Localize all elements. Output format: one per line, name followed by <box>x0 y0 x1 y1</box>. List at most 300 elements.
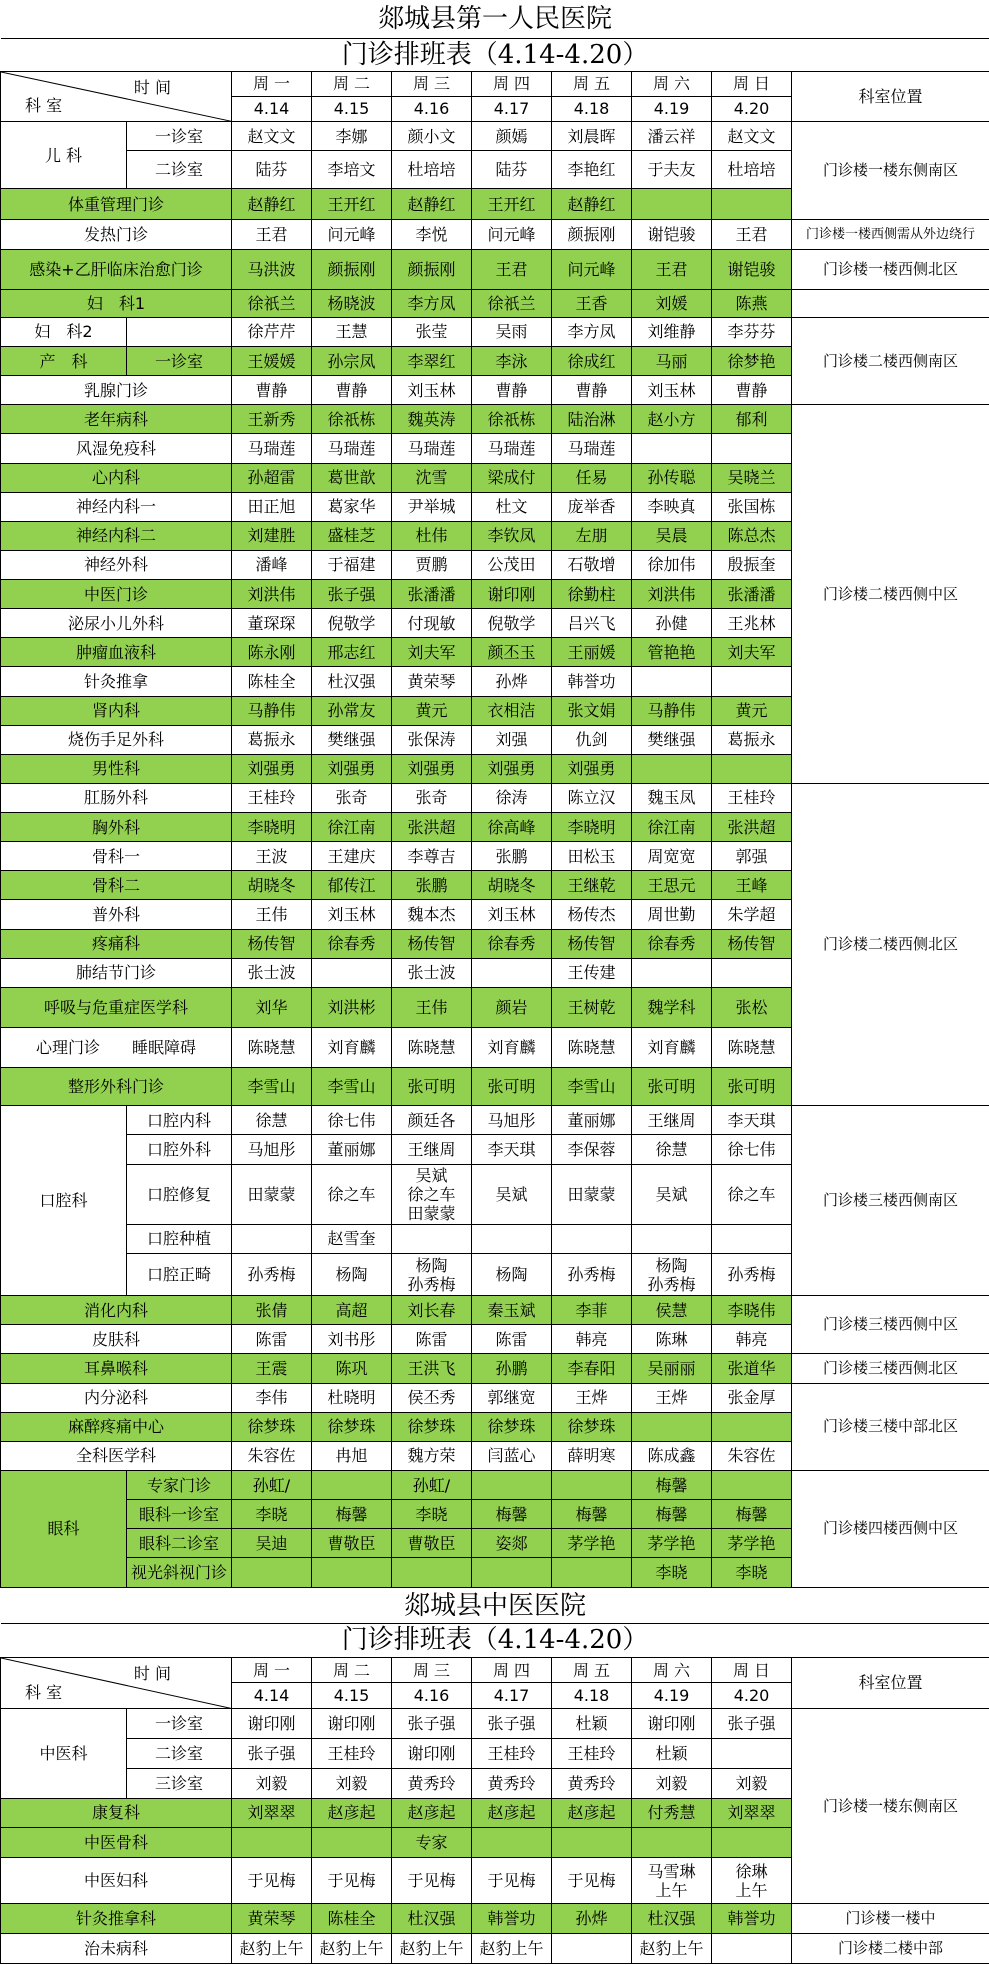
doctor-cell: 刘翠翠 <box>232 1798 312 1828</box>
doctor-cell: 杜颖 <box>632 1738 712 1768</box>
doctor-cell: 王兆林 <box>712 609 792 638</box>
room-cell: 二诊室 <box>127 1738 232 1768</box>
day-header: 周 六 <box>632 71 712 96</box>
doctor-cell: 陈巩 <box>312 1354 392 1383</box>
doctor-cell: 王传建 <box>552 958 632 987</box>
doctor-cell: 王烨 <box>552 1383 632 1412</box>
doctor-cell: 于见梅 <box>232 1858 312 1904</box>
doctor-cell: 徐江南 <box>632 813 712 842</box>
doctor-cell: 杜文 <box>472 492 552 521</box>
table-row <box>1 249 989 289</box>
doctor-cell <box>232 1224 312 1253</box>
doctor-cell: 曹静 <box>312 376 392 405</box>
doctor-cell: 刘书彤 <box>312 1325 392 1354</box>
doctor-cell: 陈桂全 <box>312 1904 392 1934</box>
doctor-cell: 马雪琳 上午 <box>632 1858 712 1904</box>
doctor-cell: 尹举城 <box>392 492 472 521</box>
doctor-cell: 徐慧 <box>232 1106 312 1135</box>
header-diagonal <box>1 71 232 121</box>
date-header: 4.15 <box>312 96 392 121</box>
doctor-cell: 张奇 <box>312 783 392 812</box>
doctor-cell: 梅馨 <box>552 1500 632 1529</box>
doctor-cell: 于见梅 <box>472 1858 552 1904</box>
day-header: 周 二 <box>312 1657 392 1683</box>
doctor-cell: 陈晓慧 <box>232 1027 312 1067</box>
doctor-cell <box>712 1470 792 1499</box>
doctor-cell: 衣相洁 <box>472 696 552 725</box>
doctor-cell <box>392 1558 472 1588</box>
doctor-cell: 刘强勇 <box>232 754 312 783</box>
doctor-cell: 吴丽丽 <box>632 1354 712 1383</box>
doctor-cell: 王震 <box>232 1354 312 1383</box>
dept-cell: 男性科 <box>1 754 232 783</box>
doctor-cell: 陈燕 <box>712 289 792 317</box>
time-label: 时 间 <box>133 1663 171 1683</box>
doctor-cell: 张士波 <box>392 958 472 987</box>
doctor-cell: 王伟 <box>392 987 472 1027</box>
doctor-cell: 问元峰 <box>312 220 392 249</box>
doctor-cell: 黄元 <box>392 696 472 725</box>
doctor-cell: 盛桂芝 <box>312 521 392 550</box>
dept-label: 科 室 <box>25 96 63 116</box>
doctor-cell: 高超 <box>312 1296 392 1325</box>
doctor-cell: 孙秀梅 <box>232 1254 312 1296</box>
doctor-cell <box>712 434 792 463</box>
doctor-cell: 徐高峰 <box>472 813 552 842</box>
doctor-cell: 倪敬学 <box>472 609 552 638</box>
doctor-cell: 田蒙蒙 <box>232 1164 312 1224</box>
doctor-cell: 王慧 <box>312 317 392 346</box>
doctor-cell: 李春阳 <box>552 1354 632 1383</box>
doctor-cell: 李艳红 <box>552 151 632 189</box>
doctor-cell: 谢印刚 <box>232 1709 312 1739</box>
doctor-cell: 张保涛 <box>392 725 472 754</box>
doctor-cell: 黄秀玲 <box>552 1768 632 1798</box>
doctor-cell: 徐祇栋 <box>472 405 552 434</box>
dept-cell: 肿瘤血液科 <box>1 638 232 667</box>
doctor-cell: 马丽 <box>632 347 712 376</box>
doctor-cell: 于见梅 <box>552 1858 632 1904</box>
doctor-cell <box>712 189 792 220</box>
doctor-cell: 石敬增 <box>552 550 632 579</box>
doctor-cell: 马旭彤 <box>232 1135 312 1164</box>
doctor-cell: 张洪超 <box>712 813 792 842</box>
doctor-cell: 曹静 <box>232 376 312 405</box>
doctor-cell <box>712 1224 792 1253</box>
doctor-cell: 张子强 <box>712 1709 792 1739</box>
room-cell: 口腔修复 <box>127 1164 232 1224</box>
doctor-cell: 谢印刚 <box>392 1738 472 1768</box>
doctor-cell: 刘翠翠 <box>712 1798 792 1828</box>
dept-cell: 中医骨科 <box>1 1828 232 1858</box>
doctor-cell: 徐慧 <box>632 1135 712 1164</box>
doctor-cell: 张子强 <box>392 1709 472 1739</box>
doctor-cell: 张可明 <box>712 1068 792 1106</box>
doctor-cell: 谢印刚 <box>632 1709 712 1739</box>
doctor-cell: 李娜 <box>312 122 392 151</box>
table-row <box>1 122 989 151</box>
doctor-cell: 公茂田 <box>472 550 552 579</box>
doctor-cell: 胡晓冬 <box>232 871 312 900</box>
dept-cell: 麻醉疼痛中心 <box>1 1412 232 1441</box>
doctor-cell: 马洪波 <box>232 249 312 289</box>
doctor-cell: 杨传杰 <box>552 900 632 929</box>
room-cell: 专家门诊 <box>127 1470 232 1499</box>
doctor-cell: 潘云祥 <box>632 122 712 151</box>
doctor-cell: 颜丕玉 <box>472 638 552 667</box>
dept-cell: 心理门诊 睡眠障碍 <box>1 1027 232 1067</box>
doctor-cell: 问元峰 <box>472 220 552 249</box>
location-cell <box>792 289 989 317</box>
doctor-cell: 王桂玲 <box>472 1738 552 1768</box>
doctor-cell: 殷振奎 <box>712 550 792 579</box>
doctor-cell: 庞举香 <box>552 492 632 521</box>
table-row <box>1 405 989 434</box>
doctor-cell <box>232 1558 312 1588</box>
doctor-cell: 陆芬 <box>472 151 552 189</box>
doctor-cell: 李晓 <box>632 1558 712 1588</box>
doctor-cell: 杨传智 <box>232 929 312 958</box>
doctor-cell: 李晓伟 <box>712 1296 792 1325</box>
doctor-cell: 陈永刚 <box>232 638 312 667</box>
dept-cell: 妇 科1 <box>1 289 232 317</box>
doctor-cell: 梅馨 <box>472 1500 552 1529</box>
doctor-cell: 于见梅 <box>392 1858 472 1904</box>
doctor-cell: 陆芬 <box>232 151 312 189</box>
date-header: 4.20 <box>712 1683 792 1709</box>
doctor-cell: 刘晨晖 <box>552 122 632 151</box>
doctor-cell: 李雪山 <box>232 1068 312 1106</box>
doctor-cell: 董丽娜 <box>312 1135 392 1164</box>
doctor-cell <box>632 189 712 220</box>
doctor-cell: 付秀慧 <box>632 1798 712 1828</box>
doctor-cell: 王峰 <box>712 871 792 900</box>
doctor-cell: 马瑞莲 <box>392 434 472 463</box>
doctor-cell: 樊继强 <box>632 725 712 754</box>
doctor-cell: 张莹 <box>392 317 472 346</box>
doctor-cell <box>392 1224 472 1253</box>
doctor-cell: 孙传聪 <box>632 463 712 492</box>
doctor-cell: 曹敬臣 <box>392 1529 472 1558</box>
doctor-cell: 王丽媛 <box>552 638 632 667</box>
date-header: 4.15 <box>312 1683 392 1709</box>
doctor-cell: 刘洪伟 <box>232 580 312 609</box>
doctor-cell: 管艳艳 <box>632 638 712 667</box>
dept-cell: 发热门诊 <box>1 220 232 249</box>
doctor-cell: 杜颖 <box>552 1709 632 1739</box>
doctor-cell: 刘强勇 <box>392 754 472 783</box>
doctor-cell: 颜小文 <box>392 122 472 151</box>
table-row <box>1 220 989 249</box>
doctor-cell: 秦玉斌 <box>472 1296 552 1325</box>
doctor-cell: 徐涛 <box>472 783 552 812</box>
doctor-cell: 陈雷 <box>232 1325 312 1354</box>
doctor-cell: 刘强 <box>472 725 552 754</box>
doctor-cell: 郭强 <box>712 842 792 871</box>
doctor-cell: 赵静红 <box>392 189 472 220</box>
doctor-cell: 黄荣琴 <box>392 667 472 696</box>
doctor-cell: 黄荣琴 <box>232 1904 312 1934</box>
dept-cell: 呼吸与危重症医学科 <box>1 987 232 1027</box>
doctor-cell: 王新秀 <box>232 405 312 434</box>
doctor-cell: 张子强 <box>232 1738 312 1768</box>
room-cell: 口腔内科 <box>127 1106 232 1135</box>
room-cell: 口腔外科 <box>127 1135 232 1164</box>
doctor-cell: 王建庆 <box>312 842 392 871</box>
dept-cell: 肾内科 <box>1 696 232 725</box>
doctor-cell: 徐梦珠 <box>392 1412 472 1441</box>
doctor-cell: 刘华 <box>232 987 312 1027</box>
doctor-cell <box>312 1470 392 1499</box>
doctor-cell: 马静伟 <box>232 696 312 725</box>
doctor-cell: 张国栋 <box>712 492 792 521</box>
doctor-cell: 刘建胜 <box>232 521 312 550</box>
table-row <box>1 1934 989 1964</box>
doctor-cell: 杜汉强 <box>392 1904 472 1934</box>
doctor-cell <box>552 1470 632 1499</box>
header-diagonal <box>1 1657 232 1708</box>
doctor-cell: 侯丕秀 <box>392 1383 472 1412</box>
doctor-cell: 徐成红 <box>552 347 632 376</box>
dept-cell: 中医门诊 <box>1 580 232 609</box>
doctor-cell: 于夫友 <box>632 151 712 189</box>
doctor-cell: 徐勤柱 <box>552 580 632 609</box>
location-cell: 门诊楼四楼西侧中区 <box>792 1470 989 1587</box>
doctor-cell: 李晓 <box>712 1558 792 1588</box>
doctor-cell: 倪敬学 <box>312 609 392 638</box>
doctor-cell: 吕兴飞 <box>552 609 632 638</box>
doctor-cell: 王桂玲 <box>312 1738 392 1768</box>
doctor-cell: 张子强 <box>472 1709 552 1739</box>
doctor-cell: 李伟 <box>232 1383 312 1412</box>
doctor-cell: 刘玉林 <box>312 900 392 929</box>
doctor-cell: 田蒙蒙 <box>552 1164 632 1224</box>
doctor-cell: 徐琳 上午 <box>712 1858 792 1904</box>
doctor-cell: 朱容佐 <box>232 1441 312 1470</box>
doctor-cell: 王洪飞 <box>392 1354 472 1383</box>
doctor-cell: 陈晓慧 <box>712 1027 792 1067</box>
location-header: 科室位置 <box>792 71 989 121</box>
doctor-cell: 徐春秀 <box>632 929 712 958</box>
dept-cell: 中医妇科 <box>1 1858 232 1904</box>
day-header: 周 三 <box>392 1657 472 1683</box>
location-cell: 门诊楼三楼西侧南区 <box>792 1106 989 1296</box>
dept-label: 科 室 <box>25 1683 63 1703</box>
doctor-cell: 杜汉强 <box>632 1904 712 1934</box>
doctor-cell: 刘毅 <box>312 1768 392 1798</box>
doctor-cell <box>712 958 792 987</box>
table-row <box>1 1296 989 1325</box>
doctor-cell: 郁利 <box>712 405 792 434</box>
doctor-cell: 颜振刚 <box>552 220 632 249</box>
doctor-cell: 孙烨 <box>552 1904 632 1934</box>
doctor-cell: 马瑞莲 <box>472 434 552 463</box>
doctor-cell <box>312 1828 392 1858</box>
doctor-cell: 薛明寒 <box>552 1441 632 1470</box>
doctor-cell: 朱学超 <box>712 900 792 929</box>
dept-cell: 口腔科 <box>1 1106 127 1296</box>
doctor-cell: 陈晓慧 <box>552 1027 632 1067</box>
doctor-cell: 魏本杰 <box>392 900 472 929</box>
doctor-cell <box>712 1412 792 1441</box>
doctor-cell: 杨传智 <box>392 929 472 958</box>
doctor-cell: 张洪超 <box>392 813 472 842</box>
day-header: 周 二 <box>312 71 392 96</box>
doctor-cell <box>632 958 712 987</box>
doctor-cell: 刘强勇 <box>312 754 392 783</box>
doctor-cell: 杨陶 <box>312 1254 392 1296</box>
doctor-cell: 谢印刚 <box>472 580 552 609</box>
doctor-cell: 王继乾 <box>552 871 632 900</box>
doctor-cell: 颜振刚 <box>392 249 472 289</box>
dept-cell: 疼痛科 <box>1 929 232 958</box>
doctor-cell: 王君 <box>712 220 792 249</box>
dept-cell: 乳腺门诊 <box>1 376 232 405</box>
doctor-cell: 赵豹上午 <box>312 1934 392 1964</box>
date-header: 4.14 <box>232 1683 312 1709</box>
dept-cell: 老年病科 <box>1 405 232 434</box>
doctor-cell: 赵豹上午 <box>632 1934 712 1964</box>
dept-cell: 全科医学科 <box>1 1441 232 1470</box>
doctor-cell: 李芬芬 <box>712 317 792 346</box>
doctor-cell <box>632 667 712 696</box>
doctor-cell: 徐之车 <box>712 1164 792 1224</box>
doctor-cell: 徐芹芹 <box>232 317 312 346</box>
doctor-cell: 魏方荣 <box>392 1441 472 1470</box>
doctor-cell: 陈琳 <box>632 1325 712 1354</box>
doctor-cell: 葛振永 <box>232 725 312 754</box>
day-header: 周 一 <box>232 71 312 96</box>
doctor-cell: 李雪山 <box>312 1068 392 1106</box>
doctor-cell: 马瑞莲 <box>312 434 392 463</box>
date-header: 4.14 <box>232 96 312 121</box>
doctor-cell: 赵静红 <box>232 189 312 220</box>
doctor-cell: 颜岩 <box>472 987 552 1027</box>
doctor-cell: 梁成付 <box>472 463 552 492</box>
doctor-cell <box>632 1828 712 1858</box>
doctor-cell: 李天琪 <box>712 1106 792 1135</box>
doctor-cell: 徐加伟 <box>632 550 712 579</box>
doctor-cell: 任易 <box>552 463 632 492</box>
doctor-cell: 姿郯 <box>472 1529 552 1558</box>
doctor-cell: 刘育麟 <box>312 1027 392 1067</box>
time-label: 时 间 <box>133 77 171 97</box>
room-cell: 三诊室 <box>127 1768 232 1798</box>
doctor-cell: 赵豹上午 <box>472 1934 552 1964</box>
doctor-cell: 张金厚 <box>712 1383 792 1412</box>
date-header: 4.16 <box>392 1683 472 1709</box>
doctor-cell: 李天琪 <box>472 1135 552 1164</box>
doctor-cell: 王思元 <box>632 871 712 900</box>
location-cell: 门诊楼二楼西侧南区 <box>792 317 989 404</box>
doctor-cell: 韩亮 <box>712 1325 792 1354</box>
day-header: 周 日 <box>712 71 792 96</box>
doctor-cell: 刘玉林 <box>472 900 552 929</box>
dept-cell: 针灸推拿 <box>1 667 232 696</box>
doctor-cell: 王桂玲 <box>712 783 792 812</box>
doctor-cell: 李映真 <box>632 492 712 521</box>
doctor-cell: 潘峰 <box>232 550 312 579</box>
room-cell: 一诊室 <box>127 347 232 376</box>
doctor-cell: 问元峰 <box>552 249 632 289</box>
doctor-cell: 赵文文 <box>712 122 792 151</box>
doctor-cell: 王继周 <box>392 1135 472 1164</box>
doctor-cell: 韩誉功 <box>712 1904 792 1934</box>
doctor-cell: 刘育麟 <box>632 1027 712 1067</box>
dept-cell: 康复科 <box>1 1798 232 1828</box>
date-header: 4.18 <box>552 1683 632 1709</box>
doctor-cell: 周世勤 <box>632 900 712 929</box>
dept-cell: 神经外科 <box>1 550 232 579</box>
location-cell: 门诊楼一楼西侧北区 <box>792 249 989 289</box>
doctor-cell: 张潘潘 <box>392 580 472 609</box>
doctor-cell: 王媛媛 <box>232 347 312 376</box>
table-row <box>1 1904 989 1934</box>
doctor-cell: 刘媛 <box>632 289 712 317</box>
room-cell: 口腔种植 <box>127 1224 232 1253</box>
doctor-cell: 张松 <box>712 987 792 1027</box>
doctor-cell <box>472 1224 552 1253</box>
dept-cell: 风湿免疫科 <box>1 434 232 463</box>
doctor-cell: 吴晓兰 <box>712 463 792 492</box>
doctor-cell: 赵彦起 <box>552 1798 632 1828</box>
doctor-cell: 王波 <box>232 842 312 871</box>
dept-cell: 肛肠外科 <box>1 783 232 812</box>
date-header: 4.20 <box>712 96 792 121</box>
doctor-cell: 刘夫军 <box>392 638 472 667</box>
doctor-cell: 葛世歆 <box>312 463 392 492</box>
table-row <box>1 1470 989 1499</box>
room-cell: 眼科一诊室 <box>127 1500 232 1529</box>
doctor-cell: 马静伟 <box>632 696 712 725</box>
doctor-cell: 李晓 <box>232 1500 312 1529</box>
doctor-cell: 张可明 <box>472 1068 552 1106</box>
doctor-cell: 刘玉林 <box>632 376 712 405</box>
doctor-cell: 黄秀玲 <box>472 1768 552 1798</box>
doctor-cell: 刘强勇 <box>552 754 632 783</box>
day-header: 周 四 <box>472 1657 552 1683</box>
location-cell: 门诊楼一楼中 <box>792 1904 989 1934</box>
location-cell: 门诊楼三楼中部北区 <box>792 1383 989 1470</box>
doctor-cell: 孙烨 <box>472 667 552 696</box>
dept-cell: 消化内科 <box>1 1296 232 1325</box>
doctor-cell: 陈桂全 <box>232 667 312 696</box>
location-cell: 门诊楼三楼西侧中区 <box>792 1296 989 1354</box>
doctor-cell: 吴晨 <box>632 521 712 550</box>
doctor-cell: 徐梦艳 <box>712 347 792 376</box>
doctor-cell: 梅馨 <box>632 1470 712 1499</box>
doctor-cell: 陈总杰 <box>712 521 792 550</box>
doctor-cell <box>472 958 552 987</box>
room-cell: 眼科二诊室 <box>127 1529 232 1558</box>
doctor-cell: 刘毅 <box>632 1768 712 1798</box>
doctor-cell: 李保蓉 <box>552 1135 632 1164</box>
doctor-cell: 张道华 <box>712 1354 792 1383</box>
doctor-cell: 陈成鑫 <box>632 1441 712 1470</box>
doctor-cell: 葛振永 <box>712 725 792 754</box>
doctor-cell: 张可明 <box>392 1068 472 1106</box>
room-cell: 一诊室 <box>127 1709 232 1739</box>
doctor-cell: 魏玉凤 <box>632 783 712 812</box>
doctor-cell: 樊继强 <box>312 725 392 754</box>
table-row <box>1 1354 989 1383</box>
doctor-cell <box>712 1738 792 1768</box>
doctor-cell: 曹静 <box>712 376 792 405</box>
doctor-cell: 徐春秀 <box>472 929 552 958</box>
doctor-cell: 李方凤 <box>552 317 632 346</box>
dept-cell: 泌尿小儿外科 <box>1 609 232 638</box>
location-cell: 门诊楼二楼西侧北区 <box>792 783 989 1105</box>
